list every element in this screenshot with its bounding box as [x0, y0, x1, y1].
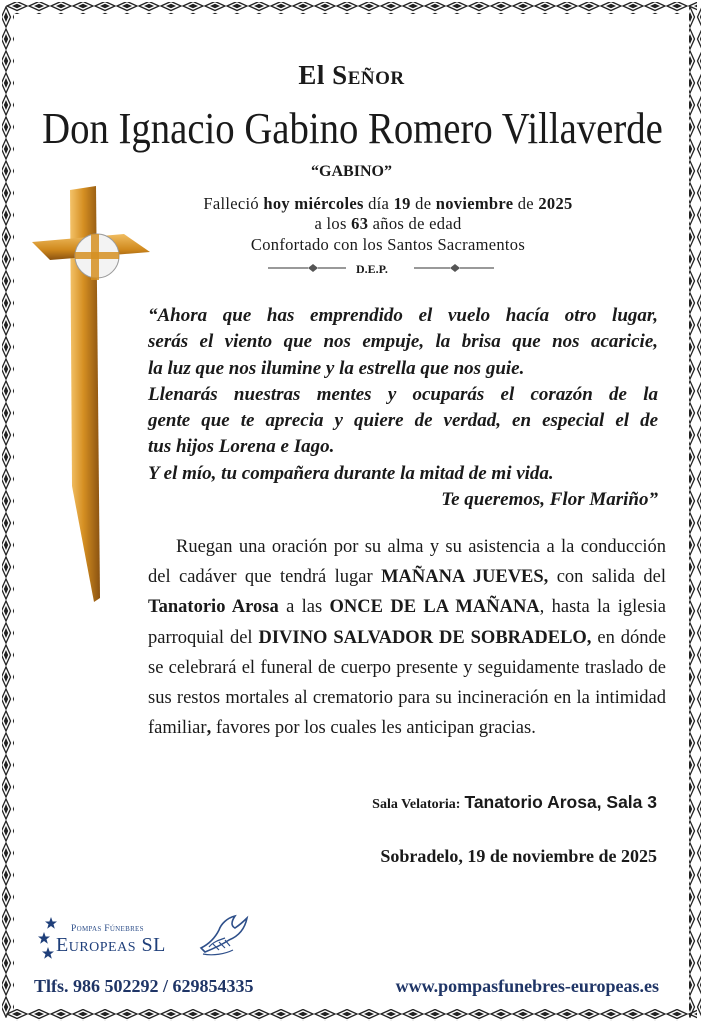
- funeral-announcement: Ruegan una oración por su alma y su asistencia a la conducción del cadáver que tendrá lugar MAÑANA JUEVES, con salida del Tanatorio Arosa a las ONCE DE LA MAÑANA, hasta la iglesia parroquial del DIVINO SALVADOR DE SOBRADELO, en dónde se celebrará el funeral de cuerpo presente y seguidamente traslado de sus restos mortales al crematorio para su incineración en la intimidad familiar, favores por los cuales les anticipan gracias.: [148, 537, 667, 739]
- dedication-poem: [148, 303, 658, 513]
- poem-line: Llenarás nuestras mentes y ocuparás el corazón de la: [148, 383, 658, 405]
- heading: El Señor: [298, 60, 405, 90]
- age-line: a los 63 años de edad: [314, 214, 462, 233]
- poem-line: gente que te aprecia y quiere de verdad, en especial el de: [148, 410, 658, 432]
- death-date-line: Falleció hoy miércoles día 19 de noviembre de 2025: [203, 194, 573, 213]
- poem-line: serás el viento que nos empuje, la brisa que nos acaricie,: [148, 331, 658, 353]
- poem-line: la luz que nos ilumine y la estrella que nos guie.: [148, 357, 525, 379]
- poem-signature: Te queremos, Flor Mariño”: [441, 489, 658, 511]
- sacraments-line: Confortado con los Santos Sacramentos: [250, 235, 526, 254]
- place-date: Sobradelo, 19 de noviembre de 2025: [380, 846, 657, 866]
- company-logo: [36, 914, 196, 966]
- poem-line: tus hijos Lorena e Iago.: [148, 436, 335, 458]
- company-tagline: Pompas Fúnebres: [71, 924, 144, 934]
- wake-room-value: Tanatorio Arosa, Sala 3: [464, 792, 657, 812]
- wake-room: [200, 792, 657, 813]
- poem-line: Y el mío, tu compañera durante la mitad de mi vida.: [148, 462, 554, 484]
- stars-icon: [36, 916, 58, 962]
- dep-text: D.E.P.: [356, 262, 388, 276]
- company-name: Europeas SL: [56, 934, 166, 956]
- dep-divider: [258, 256, 498, 280]
- deceased-name: Don Ignacio Gabino Romero Villaverde: [42, 104, 663, 153]
- company-website[interactable]: www.pompasfunebres-europeas.es: [395, 976, 659, 996]
- company-phones: Tlfs. 986 502292 / 629854335: [34, 976, 254, 996]
- poem-line: “Ahora que has emprendido el vuelo hacía otro lugar,: [148, 305, 658, 326]
- dove-icon: [197, 914, 249, 958]
- deceased-nickname: “GABINO”: [311, 163, 392, 180]
- wake-room-label: Sala Velatoria:: [372, 797, 461, 812]
